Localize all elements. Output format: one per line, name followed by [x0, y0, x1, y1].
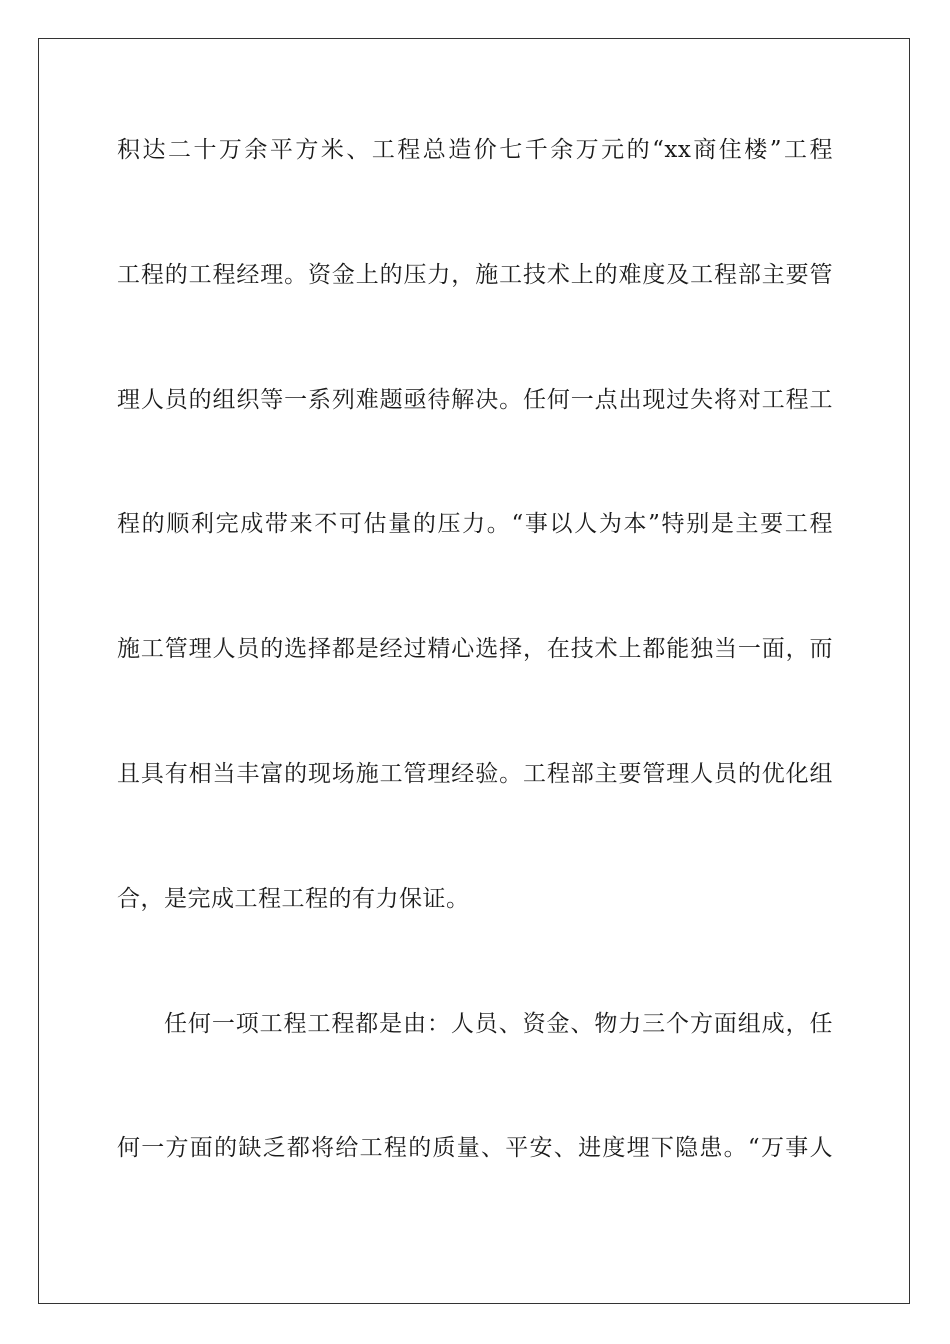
- paragraph-line-4: 程的顺利完成带来不可估量的压力。“事以人为本”特别是主要工程: [117, 511, 833, 537]
- paragraph-line-1: 积达二十万余平方米、工程总造价七千余万元的“xx商住楼”工程: [117, 137, 833, 163]
- paragraph-line-2: 工程的工程经理。资金上的压力，施工技术上的难度及工程部主要管: [117, 262, 833, 288]
- paragraph-line-5: 施工管理人员的选择都是经过精心选择，在技术上都能独当一面，而: [117, 636, 833, 662]
- paragraph-line-3: 理人员的组织等一系列难题亟待解决。任何一点出现过失将对工程工: [117, 387, 833, 413]
- paragraph-line-9: 何一方面的缺乏都将给工程的质量、平安、进度埋下隐患。“万事人: [117, 1135, 833, 1161]
- paragraph-line-6: 且具有相当丰富的现场施工管理经验。工程部主要管理人员的优化组: [117, 761, 833, 787]
- paragraph-line-7: 合，是完成工程工程的有力保证。: [117, 886, 470, 912]
- page-frame: [38, 38, 910, 1304]
- paragraph-line-8: 任何一项工程工程都是由：人员、资金、物力三个方面组成，任: [164, 1011, 833, 1037]
